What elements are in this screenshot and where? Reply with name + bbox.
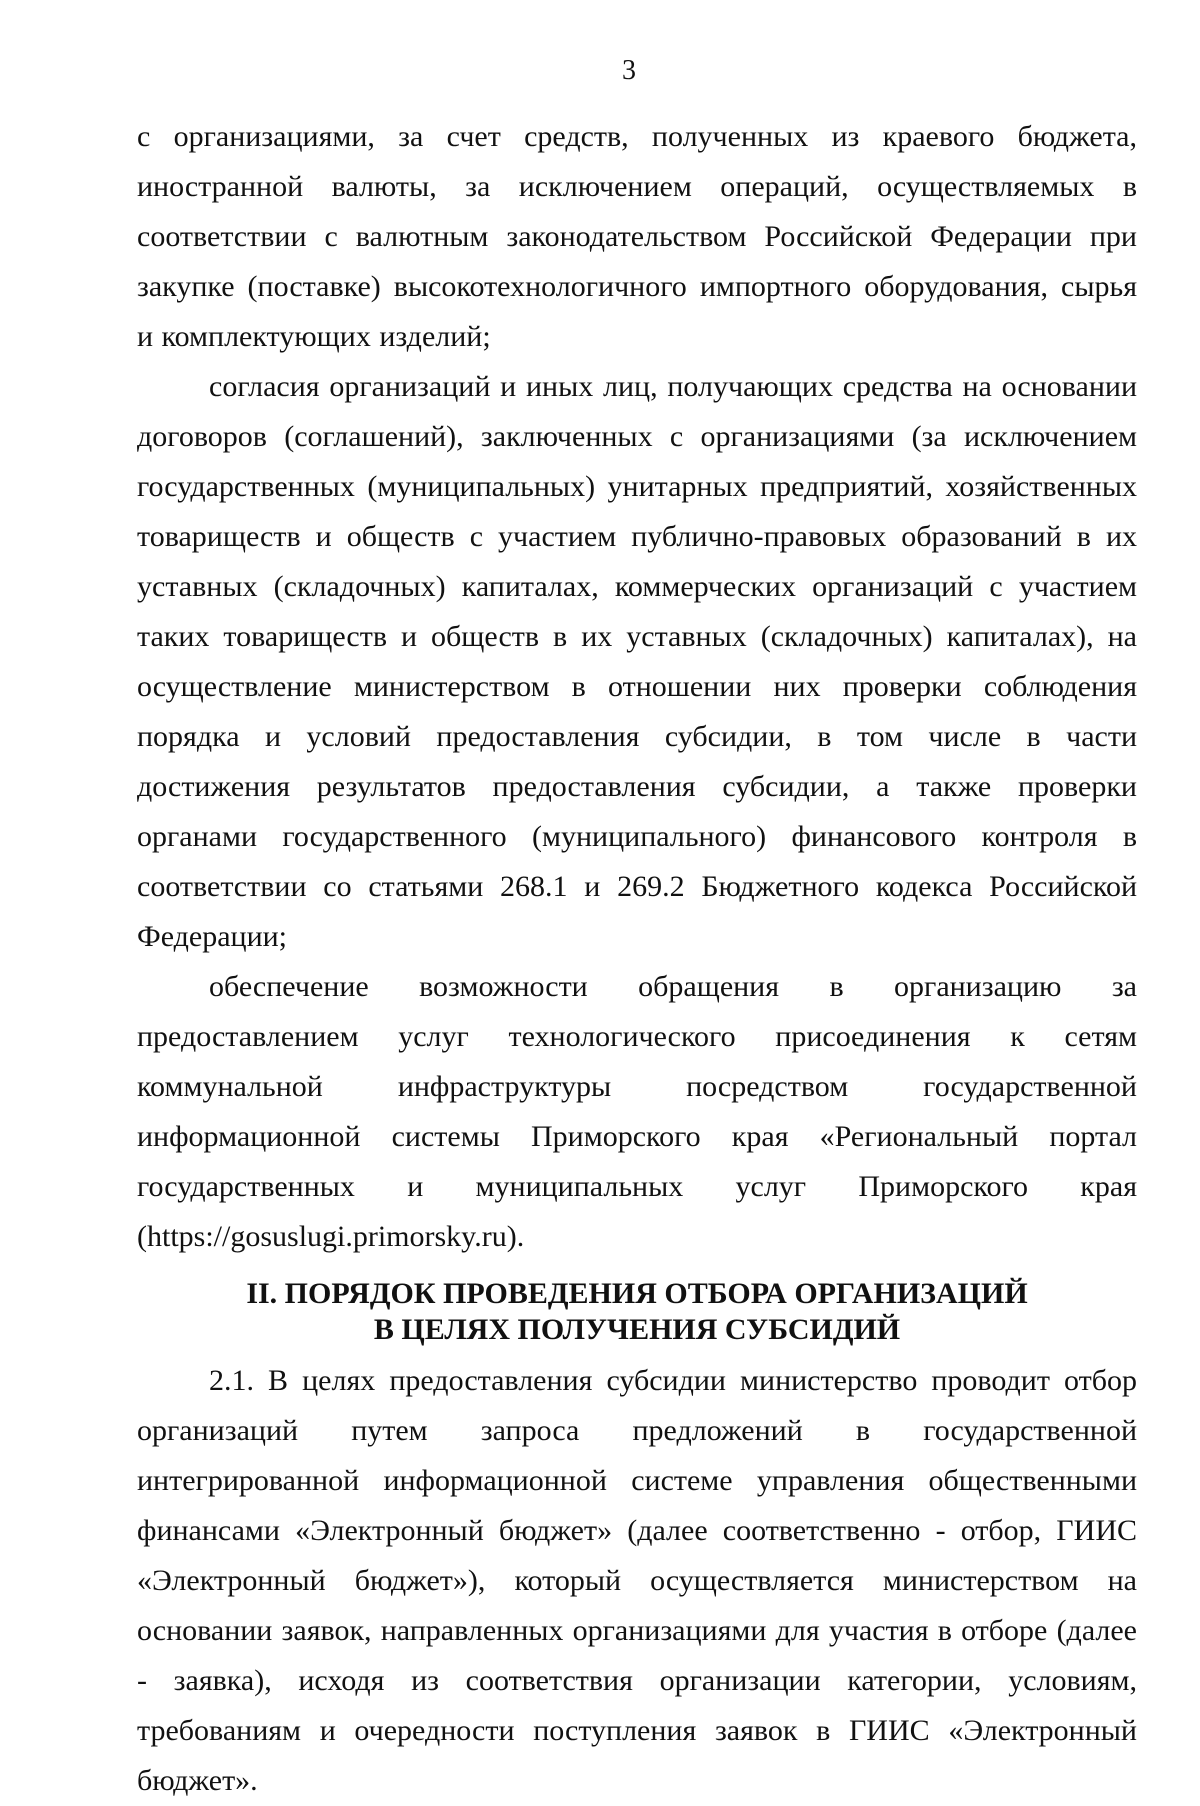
section-heading [137, 1276, 1137, 1348]
section-heading-line-1: II. ПОРЯДОК ПРОВЕДЕНИЯ ОТБОРА ОРГАНИЗАЦИЙ [246, 1277, 1028, 1310]
document-body [137, 112, 1137, 1806]
page-number: 3 [622, 55, 636, 86]
paragraph-2-1: 2.1. В целях предоставления субсидии министерство проводит отбор организаций путем запроса предложений в государственной интегрированной информационной системе управления общественными финансами «Электронный бюджет» (далее соответственно - отбор, ГИИС «Электронный бюджет»), который осуществляется министерством на основании заявок, направленных организациями для участия в отборе (далее - заявка), исходя из соответствия организации категории, условиям, требованиям и очередности поступления заявок в ГИИС «Электронный бюджет». [137, 1364, 1137, 1797]
paragraph-continuation: с организациями, за счет средств, полученных из краевого бюджета, иностранной валюты, за исключением операций, осуществляемых в соответствии с валютным законодательством Российской Федерации при закупке (поставке) высокотехнологичного импортного оборудования, сырья и комплектующих изделий; [137, 120, 1137, 353]
paragraph-consent: согласия организаций и иных лиц, получающих средства на основании договоров (соглашений), заключенных с организациями (за исключением государственных (муниципальных) унитарных предприятий, хозяйственных товариществ и обществ с участием публично-правовых образований в их уставных (складочных) капиталах, коммерческих организаций с участием таких товариществ и обществ в их уставных (складочных) капиталах), на осуществление министерством в отношении них проверки соблюдения порядка и условий предоставления субсидии, в том числе в части достижения результатов предоставления субсидии, а также проверки органами государственного (муниципального) финансового контроля в соответствии со статьями 268.1 и 269.2 Бюджетного кодекса Российской Федерации; [137, 370, 1137, 953]
section-heading-line-2: В ЦЕЛЯХ ПОЛУЧЕНИЯ СУБСИДИЙ [373, 1313, 901, 1346]
paragraph-portal: обеспечение возможности обращения в организацию за предоставлением услуг технологического присоединения к сетям коммунальной инфраструктуры посредством государственной информационной системы Приморского края «Региональный портал государственных и муниципальных услуг Приморского края (https://gosuslugi.primorsky.ru). [137, 970, 1137, 1253]
